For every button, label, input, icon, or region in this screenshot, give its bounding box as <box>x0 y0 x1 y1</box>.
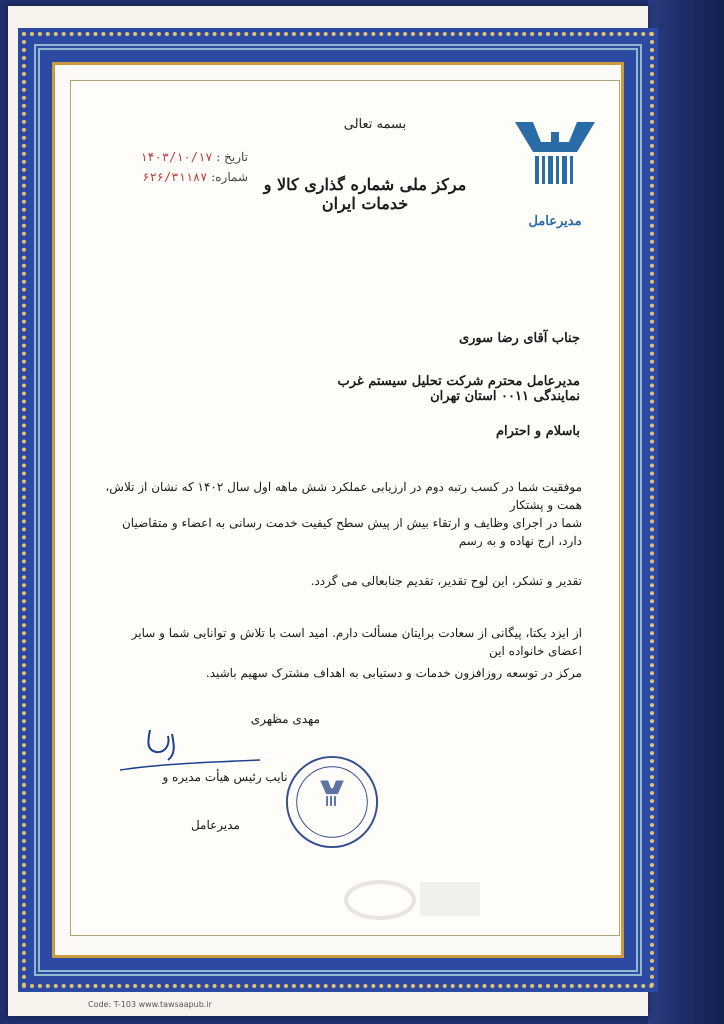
paragraph-line: شما در اجرای وظایف و ارتقاء بیش از پیش سطح کیفیت خدمت رسانی به اعضاء و متقاضیان دارد، ارج نهاده و به رسم <box>121 516 582 548</box>
organization-name: مرکز ملی شماره گذاری کالا و خدمات ایران <box>263 175 467 213</box>
greeting-line: باسلام و احترام <box>495 424 580 439</box>
blue-background-edge <box>648 0 724 1024</box>
gs1-watermark <box>340 872 490 922</box>
date-label: تاریخ : <box>216 150 248 164</box>
signatory-name: مهدی مظهری <box>250 712 320 726</box>
number-label: شماره: <box>211 170 248 184</box>
paragraph-line: تقدیر و تشکر، این لوح تقدیر، تقدیم جنابعالی می گردد. <box>310 574 582 588</box>
paragraph-line: موفقیت شما در کسب رتبه دوم در ارزیابی عملکرد شش ماهه اول سال ۱۴۰۲ که نشان از تلاش، همت و پشتکار <box>105 480 582 512</box>
basmala-heading: بسمه تعالی <box>343 117 407 132</box>
company-line: مدیرعامل محترم شرکت تحلیل سیستم غرب نمایندگی ۰۰۱۱ استان تهران <box>337 374 580 404</box>
paragraph-line: مرکز در توسعه روزافزون خدمات و دستیابی به اهداف مشترک سهیم باشید. <box>205 666 582 680</box>
date-value: ۱۴۰۳/۱۰/۱۷ <box>140 150 213 164</box>
number-value: ۶۲۶/۳۱۱۸۷ <box>142 170 208 184</box>
paragraph-line: از ایزد یکتا، پیگانی از سعادت برایتان مسألت دارم. امید است با تلاش و توانایی شما و سایر اعضای خانواده این <box>131 626 582 658</box>
number-line <box>108 170 248 184</box>
signatory-title: نایب رئیس هیأت مدیره و <box>162 770 288 784</box>
official-seal-stamp <box>283 753 381 851</box>
date-line <box>108 150 248 164</box>
barcode-logo-icon <box>505 112 605 192</box>
recipient-line: جناب آقای رضا سوری <box>458 331 580 346</box>
logo-caption: مدیرعامل <box>528 214 582 229</box>
footer-print-code: Code: T-103 www.tawsaapub.ir <box>88 1000 212 1009</box>
signatory-title-2: مدیرعامل <box>190 818 240 832</box>
